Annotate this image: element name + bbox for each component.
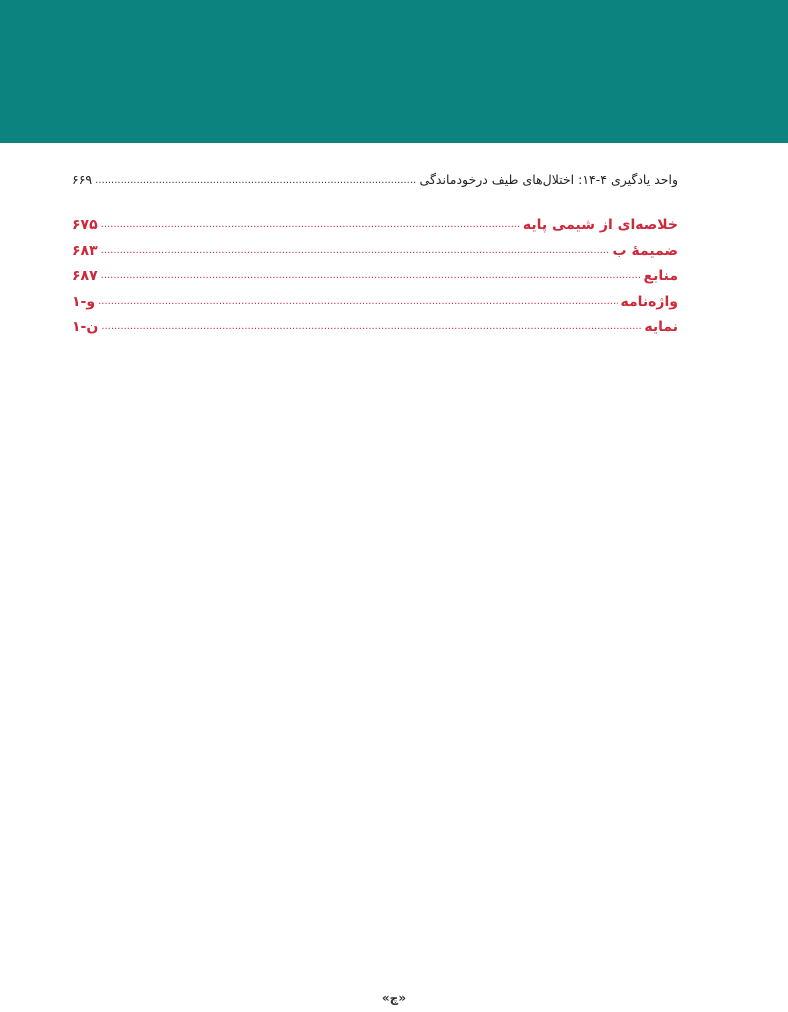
toc-entry-page: ۶۸۷ <box>72 268 98 284</box>
toc-main-list <box>72 217 678 345</box>
toc-subentry-page: ۶۶۹ <box>72 172 93 187</box>
toc-dot-leader <box>101 219 520 230</box>
toc-entry[interactable] <box>72 243 678 269</box>
toc-entry-page: ۶۸۳ <box>72 242 98 259</box>
toc-dot-leader <box>101 321 641 332</box>
toc-entry-title: واژه‌نامه <box>620 293 678 310</box>
header-band <box>0 0 788 143</box>
toc-subentry-title: واحد یادگیری ۴-۱۴: اختلال‌های طیف درخودماندگی <box>419 172 678 187</box>
toc-dot-leader <box>95 175 416 186</box>
toc-entry-page: و-۱ <box>72 293 96 310</box>
toc-subentry[interactable] <box>72 172 678 192</box>
toc-entry-title: نمایه <box>644 319 678 335</box>
toc-dot-leader <box>101 245 610 256</box>
toc-entry-page: ۶۷۵ <box>72 217 98 233</box>
toc-entry[interactable] <box>72 294 678 320</box>
toc-entry[interactable] <box>72 217 678 243</box>
toc-dot-leader <box>98 296 617 307</box>
toc-entry[interactable] <box>72 268 678 294</box>
toc-dot-leader <box>101 270 641 281</box>
toc-entry-title: خلاصه‌ای از شیمی پایه <box>522 217 678 233</box>
footer-page-number: «چ» <box>381 991 407 1005</box>
toc-entry-title: ضمیمهٔ ب <box>612 242 678 259</box>
toc-entry[interactable] <box>72 319 678 345</box>
toc-entry-page: ن-۱ <box>72 319 99 335</box>
toc-entry-title: منابع <box>643 268 678 284</box>
